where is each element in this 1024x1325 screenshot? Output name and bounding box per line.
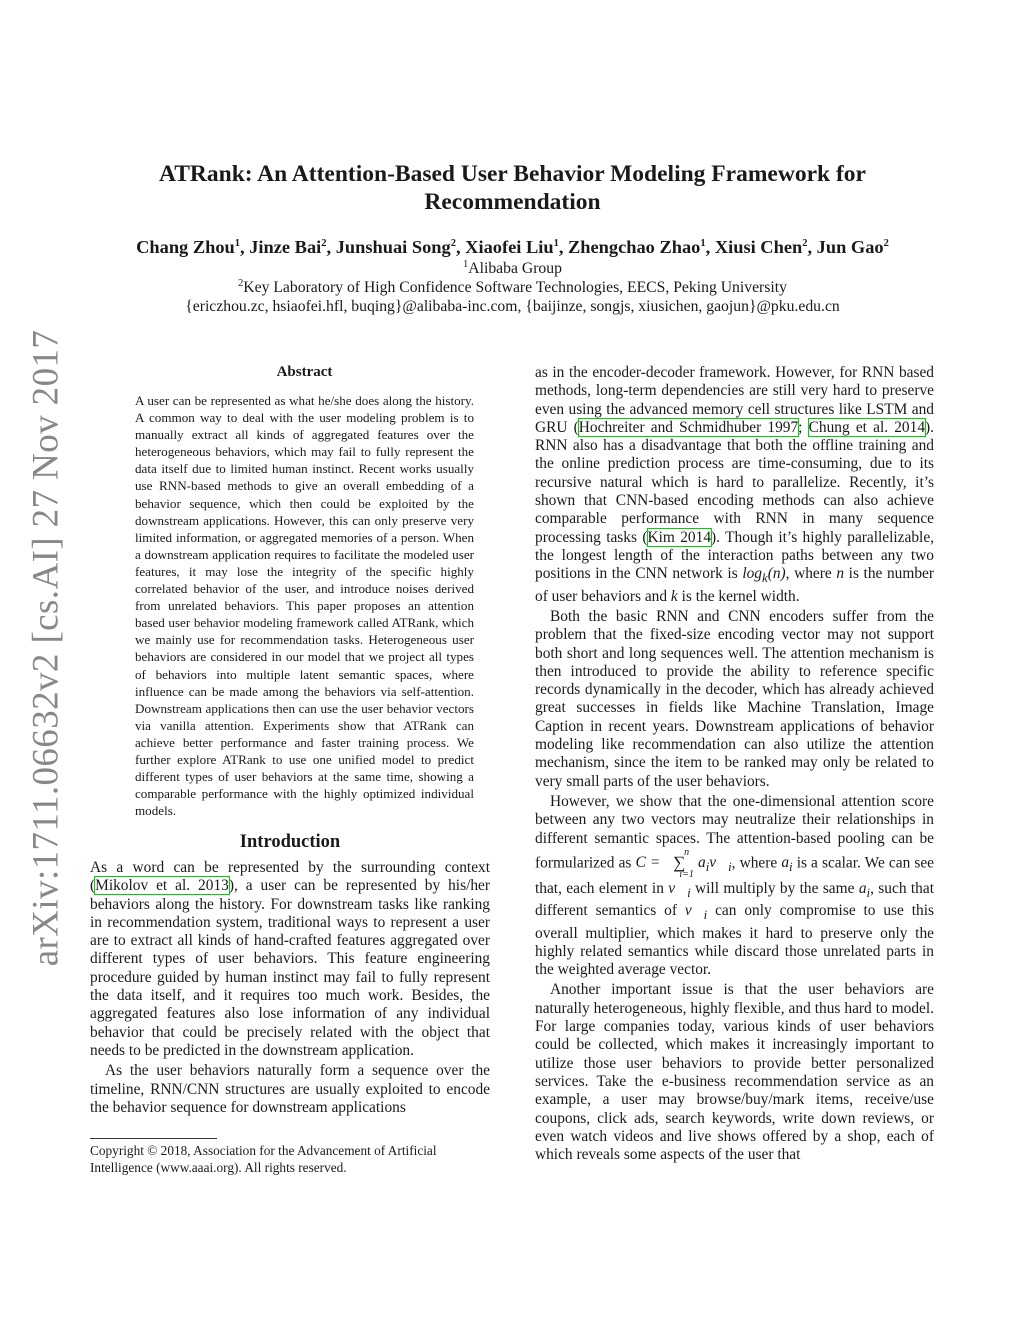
author: Zhengchao Zhao	[568, 237, 701, 257]
intro-paragraph: As a word can be represented by the surrounding context (Mikolov et al. 2013), a user can be represented by his/her behaviors along the history. For downstream tasks like ranking in recommendation system, traditional ways to represent a user are to extract all kinds of hand-crafted features aggregated over different types of user behaviors. This feature engineering procedure guided by human instinct may fail to fully represent the data itself, and it requires too much work. Besides, the aggregated features also lose information of any individual behavior that could be precisely related with the object that needs to be predicted in the downstream application.	[90, 859, 491, 1059]
citation-link[interactable]: Kim 2014	[647, 528, 712, 546]
author: Chang Zhou	[136, 237, 235, 257]
footnote-rule	[90, 1138, 217, 1139]
abstract-heading: Abstract	[276, 364, 333, 380]
author: Jun Gao	[816, 237, 884, 257]
math-expression: $\log_k(n)$	[742, 565, 786, 586]
author: Jinze Bai	[249, 237, 322, 257]
body-paragraph: Another important issue is that the user behaviors are naturally heterogeneous, highly flexible, and thus hard to model. For large companies today, various kinds of user behaviors could be collected, which makes it increasingly important to utilize those user behaviors to provide better personalized services. Take the e-business recommendation service as an example, a user may browse/buy/mark items, receive/use coupons, click ads, search keywords, write down reviews, or even watch videos and live shows offered by a shop, each of which reveals some aspects of the user that	[535, 981, 934, 1164]
author: Xiaofei Liu	[465, 237, 554, 257]
abstract-text: A user can be represented as what he/she does along the history. A common way to deal with the user modeling problem is to manually extract all kinds of aggregated features over the heterogeneous behaviors, which may fail to fully represent the data itself due to limited human instinct. Recent works usually use RNN-based methods to give an overall embedding of a behavior sequence, which then could be exploited by the downstream applications. However, this can only preserve very limited information, or aggregated memories of a person. When a downstream application requires to facilitate the modeled user features, it may lose the integrity of the specific highly correlated behavior of the user, and introduce noises derived from unrelated behaviors. This paper proposes an attention based user behavior modeling framework called ATRank, which we mainly use for recommendation tasks. Heterogeneous user behaviors are considered in our model that we project all types of behaviors into multiple latent semantic spaces, where influence can be made among the behaviors via self-attention. Downstream applications then can use the user behavior vectors via vanilla attention. Experiments show that ATRank can achieve better performance and faster training process. We further explore ATRank to use one unified model to predict different types of user behaviors at the same time, showing a comparable performance with the highly optimized individual models.	[135, 393, 474, 819]
arxiv-stamp: arXiv:1711.06632v2 [cs.AI] 27 Nov 2017	[25, 329, 67, 967]
intro-paragraph: As the user behaviors naturally form a sequence over the timeline, RNN/CNN structures are usually exploited to encode the behavior sequence for downstream applications	[90, 1062, 490, 1116]
citation-link[interactable]: Mikolov et al. 2013	[95, 877, 229, 895]
author: Junshuai Song	[335, 237, 451, 257]
author: Xiusi Chen	[714, 237, 803, 257]
paper-title: ATRank: An Attention-Based User Behavior Modeling Framework for Recommendation	[159, 161, 866, 215]
author-emails: {ericzhou.zc, hsiaofei.hfl, buqing}@alibaba-inc.com, {baijinze, songjs, xiusichen, gaojun}@pku.edu.cn	[185, 298, 840, 315]
arxiv-sidebar	[0, 0, 80, 1325]
left-column-body	[90, 859, 490, 1117]
attention-pooling-equation: C = n ∑ i=1 $a_iv⃗_i$	[635, 846, 732, 880]
introduction-heading: Introduction	[239, 832, 341, 852]
right-column-body	[535, 364, 934, 1164]
citation-link[interactable]: Hochreiter and Schmidhuber 1997	[578, 418, 799, 436]
author-list: Chang Zhou$^1$, Jinze Bai$^2$, Junshuai Song$^2$, Xiaofei Liu$^1$, Zhengchao Zhao$^1$, Xiusi Chen$^2$, Jun Gao$^2$	[136, 237, 889, 257]
body-paragraph: Both the basic RNN and CNN encoders suffer from the problem that the fixed-size encoding vector may not support both short and long sequences well. The attention mechanism is then introduced to provide the ability to reference specific records dynamically in the decoder, which has already achieved great successes in fields like Machine Translation, Image Caption in recent years. Downstream applications of behavior modeling like recommendation can also utilize the attention mechanism, since the item to be ranked may only be related to very small parts of the user behaviors.	[535, 607, 934, 790]
citation-link[interactable]: Chung et al. 2014	[808, 418, 926, 436]
affiliation: $^2$Key Laboratory of High Confidence Software Technologies, EECS, Peking University	[238, 277, 787, 296]
affiliation: $^1$Alibaba Group	[463, 258, 562, 277]
body-paragraph: as in the encoder-decoder framework. However, for RNN based methods, long-term dependencies are still very hard to preserve even using the advanced memory cell structures like LSTM and GRU (Hochreiter and Schmidhuber 1997; Chung et al. 2014). RNN also has a disadvantage that both the offline training and the online prediction process are time-consuming, due to its recursive natural which is hard to parallelize. Recently, it’s shown that CNN-based encoding methods can also achieve comparable performance with RNN in many sequence processing tasks (Kim 2014). Though it’s highly parallelizable, the longest length of the interaction paths between any two positions in the CNN network is $\log_k(n)$, where n is the number of user behaviors and k is the kernel width.	[535, 364, 935, 605]
body-paragraph: However, we show that the one-dimensional attention score between any two vectors may neutralize their relationships in different semantic spaces. The attention-based pooling can be formularized as C = n ∑ i=1 $a_iv⃗_i$, where $a_i$ is a scalar. We can see that, each element in $v⃗_i$ will multiply by the same $a_i$, such that different semantics of $v⃗_i$ can only compromise to use this overall multiplier, which makes it hard to preserve only the highly related semantics while discard those unrelated parts in the weighted average vector.	[535, 792, 935, 979]
copyright-notice: Copyright © 2018, Association for the Advancement of Artificial Intelligence (www.aaai.org). All rights reserved.	[90, 1143, 437, 1175]
